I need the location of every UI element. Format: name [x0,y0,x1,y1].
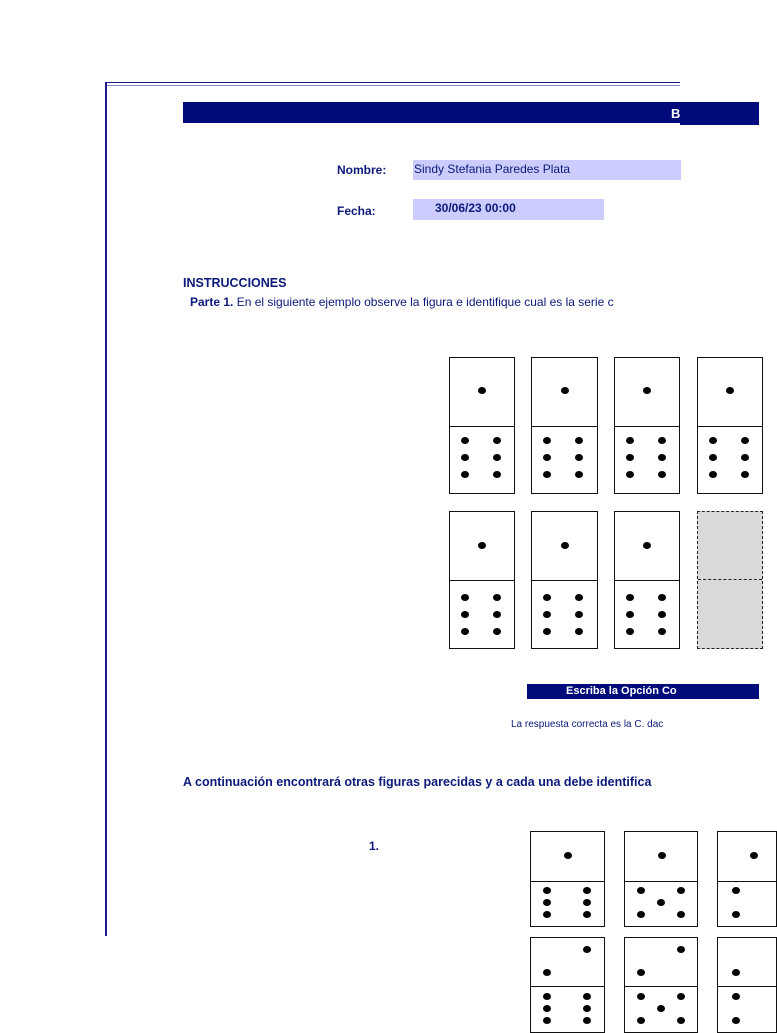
pip-dot [657,899,665,906]
pip-dot [478,387,486,394]
domino [614,357,680,494]
pip-dot [658,611,666,618]
pip-dot [677,911,685,918]
pip-dot [741,471,749,478]
pip-dot [461,454,469,461]
pip-dot [493,437,501,444]
pip-dot [543,887,551,894]
pip-dot [543,471,551,478]
domino-divider [698,579,762,580]
date-label: Fecha: [337,204,376,218]
pip-dot [493,471,501,478]
domino [530,831,605,927]
domino [531,511,598,649]
pip-dot [637,1017,645,1024]
domino-divider [718,832,776,882]
pip-dot [637,993,645,1000]
pip-dot [658,454,666,461]
pip-dot [658,628,666,635]
pip-dot [709,471,717,478]
pip-dot [575,471,583,478]
domino [531,357,598,494]
pip-dot [732,887,740,894]
title-text: B [671,106,681,121]
pip-dot [543,969,551,976]
pip-dot [637,887,645,894]
missing-domino-placeholder [697,511,763,649]
pip-dot [543,993,551,1000]
frame-top-line [106,82,680,83]
pip-dot [583,911,591,918]
domino [530,937,605,1033]
pip-dot [461,628,469,635]
date-field[interactable]: 30/06/23 00:00 [413,199,604,220]
name-label: Nombre: [337,163,387,177]
pip-dot [461,471,469,478]
pip-dot [637,911,645,918]
domino [717,937,777,1033]
pip-dot [543,1017,551,1024]
domino-divider [531,938,604,987]
pip-dot [543,594,551,601]
pip-dot [677,946,685,953]
pip-dot [741,454,749,461]
pip-dot [461,611,469,618]
domino [449,357,515,494]
domino [614,511,680,649]
pip-dot [732,969,740,976]
domino [449,511,515,649]
pip-dot [493,611,501,618]
pip-dot [626,611,634,618]
pip-dot [732,911,740,918]
pip-dot [543,911,551,918]
pip-dot [493,454,501,461]
frame-left-line [105,82,107,936]
pip-dot [543,899,551,906]
pip-dot [493,628,501,635]
pip-dot [726,387,734,394]
pip-dot [575,437,583,444]
pip-dot [543,454,551,461]
domino [624,937,698,1033]
domino [717,831,777,927]
pip-dot [583,946,591,953]
pip-dot [583,899,591,906]
pip-dot [709,454,717,461]
pip-dot [658,852,666,859]
pip-dot [575,594,583,601]
pip-dot [564,852,572,859]
frame-top-line-inner [106,85,680,86]
pip-dot [637,969,645,976]
pip-dot [626,437,634,444]
answer-prompt-bar [527,684,759,699]
pip-dot [732,993,740,1000]
pip-dot [677,993,685,1000]
pip-dot [677,1017,685,1024]
pip-dot [575,611,583,618]
pip-dot [658,471,666,478]
instructions-heading: INSTRUCCIONES [183,276,287,290]
title-bar-right [671,102,759,125]
answer-note: La respuesta correcta es la C. dac [511,719,664,730]
pip-dot [561,387,569,394]
pip-dot [643,542,651,549]
pip-dot [709,437,717,444]
pip-dot [583,1005,591,1012]
pip-dot [583,993,591,1000]
pip-dot [626,594,634,601]
pip-dot [583,1017,591,1024]
answer-prompt: Escriba la Opción Co [566,685,677,697]
pip-dot [543,628,551,635]
pip-dot [575,628,583,635]
pip-dot [657,1005,665,1012]
pip-dot [575,454,583,461]
pip-dot [543,1005,551,1012]
pip-dot [643,387,651,394]
domino [624,831,698,927]
domino [697,357,763,494]
title-bar [183,102,680,123]
pip-dot [741,437,749,444]
part-label: Parte 1. [190,295,234,309]
pip-dot [750,852,758,859]
pip-dot [583,887,591,894]
instructions-part1 [190,295,680,309]
pip-dot [478,542,486,549]
part-text: En el siguiente ejemplo observe la figura e identifique cual es la serie c [236,295,614,309]
pip-dot [677,887,685,894]
pip-dot [626,628,634,635]
question-number: 1. [369,839,380,853]
pip-dot [732,1017,740,1024]
pip-dot [658,594,666,601]
pip-dot [543,437,551,444]
domino-divider [718,938,776,987]
continuation-text: A continuación encontrará otras figuras parecidas y a cada una debe identifica [183,775,652,789]
pip-dot [493,594,501,601]
domino-divider [625,938,697,987]
pip-dot [461,594,469,601]
pip-dot [658,437,666,444]
pip-dot [543,611,551,618]
name-field[interactable]: Sindy Stefania Paredes Plata [413,160,681,180]
pip-dot [561,542,569,549]
pip-dot [626,454,634,461]
pip-dot [626,471,634,478]
pip-dot [461,437,469,444]
